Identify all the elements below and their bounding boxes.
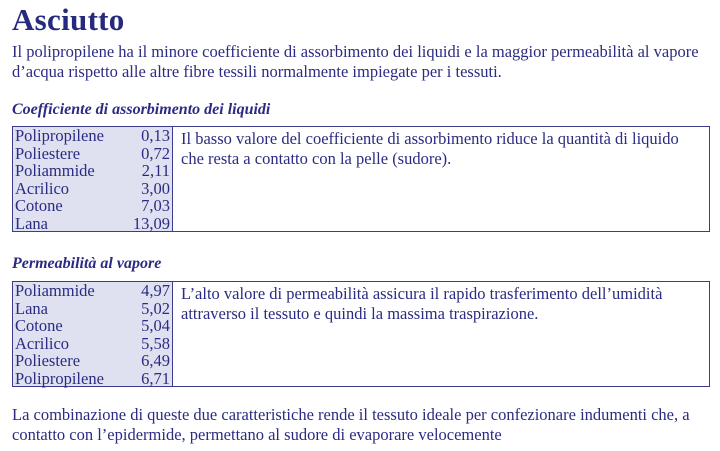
- absorption-heading: Coefficiente di assorbimento dei liquidi: [12, 101, 271, 118]
- permeability-table: [13, 282, 173, 386]
- fiber-value: 13,09: [132, 213, 170, 233]
- table-row: [15, 127, 172, 145]
- fiber-value: 7,03: [141, 196, 170, 216]
- fiber-label: Acrilico: [15, 333, 70, 353]
- fiber-label: Polipropilene: [15, 368, 104, 388]
- table-row: [15, 300, 172, 318]
- table-row: [15, 370, 172, 388]
- permeability-description: L’alto valore di permeabilità assicura il rapido trasferimento dell’umidità attraverso il tessuto e quindi la massima traspirazione.: [181, 284, 663, 323]
- table-row: [15, 180, 172, 198]
- table-row: [15, 335, 172, 353]
- fiber-label: Lana: [15, 298, 48, 318]
- absorption-block: [12, 126, 710, 232]
- fiber-value: 3,00: [141, 178, 170, 198]
- permeability-heading: Permeabilità al vapore: [12, 255, 162, 272]
- fiber-label: Poliammide: [15, 281, 95, 300]
- absorption-description: Il basso valore del coefficiente di assorbimento riduce la quantità di liquido che resta a contatto con la pelle (sudore).: [181, 129, 679, 168]
- fiber-value: 0,72: [141, 143, 170, 163]
- fiber-label: Acrilico: [15, 178, 70, 198]
- table-row: [15, 145, 172, 163]
- fiber-label: Cotone: [15, 316, 63, 336]
- fiber-label: Poliestere: [15, 143, 81, 163]
- fiber-value: 6,49: [141, 351, 170, 371]
- absorption-table: [13, 127, 173, 231]
- fiber-label: Poliammide: [15, 161, 95, 181]
- table-row: [15, 352, 172, 370]
- fiber-value: 4,97: [141, 281, 170, 300]
- fiber-value: 5,02: [141, 298, 170, 318]
- table-row: [15, 197, 172, 215]
- table-row: [15, 215, 172, 233]
- table-row: [15, 317, 172, 335]
- fiber-value: 0,13: [141, 126, 170, 145]
- fiber-value: 2,11: [141, 161, 170, 181]
- fiber-label: Polipropilene: [15, 126, 104, 145]
- page-title: Asciutto: [12, 2, 125, 37]
- fiber-label: Poliestere: [15, 351, 81, 371]
- intro-paragraph: Il polipropilene ha il minore coefficiente di assorbimento dei liquidi e la maggior permeabilità al vapore d’acqua rispetto alle altre fibre tessili normalmente impiegate per i tessuti.: [12, 42, 699, 81]
- fiber-value: 5,58: [141, 333, 170, 353]
- fiber-value: 5,04: [141, 316, 170, 336]
- fiber-value: 6,71: [141, 368, 170, 388]
- permeability-block: [12, 281, 710, 387]
- conclusion-paragraph: La combinazione di queste due caratteristiche rende il tessuto ideale per confezionare indumenti che, a contatto con l’epidermide, permettano al sudore di evaporare velocemente: [12, 405, 690, 444]
- document-page: [12, 0, 712, 451]
- table-row: [15, 162, 172, 180]
- fiber-label: Cotone: [15, 196, 63, 216]
- table-row: [15, 282, 172, 300]
- fiber-label: Lana: [15, 213, 48, 233]
